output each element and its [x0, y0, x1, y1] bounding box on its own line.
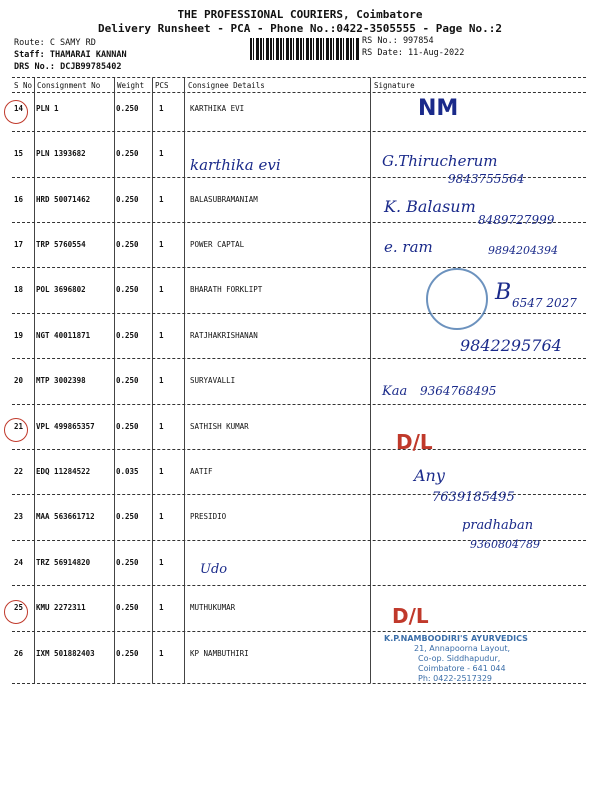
col-header-signature: Signature	[374, 81, 415, 90]
row-sno: 24	[14, 558, 24, 567]
row-pcs: 1	[159, 376, 164, 385]
row-sno: 20	[14, 376, 24, 385]
signature: Any	[414, 466, 445, 485]
row-pcs: 1	[159, 240, 164, 249]
signature-phone: 9843755564	[448, 172, 525, 186]
col-header-consignment: Consignment No	[37, 81, 101, 90]
row-pcs: 1	[159, 558, 164, 567]
row-weight: 0.250	[116, 376, 139, 385]
staff-line	[14, 50, 127, 60]
stamp-line: K.P.NAMBOODIRI'S AYURVEDICS	[384, 634, 528, 643]
signature: B	[495, 280, 512, 305]
table-row	[12, 127, 586, 172]
page-subtitle: Delivery Runsheet - PCA - Phone No.:0422-3505555 - Page No.:2	[98, 22, 502, 35]
row-weight: 0.250	[116, 240, 139, 249]
row-weight: 0.250	[116, 195, 139, 204]
drs-value: DCJB99785402	[60, 62, 122, 72]
row-circle-mark	[4, 600, 28, 624]
signature-phone: 9364768495	[420, 384, 497, 398]
drs-line	[14, 62, 122, 72]
drs-label: DRS No.:	[14, 62, 55, 72]
stamp-line: Coimbatore - 641 044	[418, 664, 506, 673]
table-row	[12, 400, 586, 445]
table-row	[12, 445, 586, 490]
signature-phone: 9842295764	[460, 336, 562, 355]
row-pcs: 1	[159, 195, 164, 204]
row-weight: 0.250	[116, 331, 139, 340]
signature: pradhaban	[462, 518, 534, 533]
row-consignment: IXM 501882403	[36, 649, 95, 658]
row-weight: 0.035	[116, 467, 139, 476]
row-consignee: BALASUBRAMANIAM	[190, 195, 258, 204]
signature: K. Balasum	[384, 197, 476, 216]
delivered-mark: D/L	[392, 604, 429, 628]
row-consignment: NGT 40011871	[36, 331, 91, 340]
table-row	[12, 82, 586, 127]
page-title: THE PROFESSIONAL COURIERS, Coimbatore	[177, 8, 423, 21]
signature: Kaa	[382, 384, 408, 399]
row-pcs: 1	[159, 467, 164, 476]
row-consignee: SURYAVALLI	[190, 376, 236, 385]
row-consignment: POL 3696802	[36, 285, 86, 294]
company-seal	[426, 268, 488, 330]
row-pcs: 1	[159, 285, 164, 294]
row-pcs: 1	[159, 422, 164, 431]
row-pcs: 1	[159, 149, 164, 158]
signature-phone: 9360804789	[470, 538, 540, 551]
staff-label: Staff:	[14, 50, 45, 60]
row-weight: 0.250	[116, 149, 139, 158]
row-pcs: 1	[159, 512, 164, 521]
row-consignee: SATHISH KUMAR	[190, 422, 249, 431]
rs-number: RS No.: 997854	[362, 36, 434, 46]
company-stamp	[384, 634, 528, 684]
row-weight: 0.250	[116, 285, 139, 294]
row-weight: 0.250	[116, 104, 139, 113]
row-consignment: EDQ 11284522	[36, 467, 91, 476]
row-consignment: KMU 2272311	[36, 603, 86, 612]
row-sno: 17	[14, 240, 24, 249]
row-consignment: TRP 5760554	[36, 240, 86, 249]
col-header-consignee: Consignee Details	[188, 81, 265, 90]
row-weight: 0.250	[116, 603, 139, 612]
handwritten-consignee-note: karthika evi	[190, 156, 281, 174]
row-consignment: MAA 563661712	[36, 512, 95, 521]
row-sno: 25	[14, 603, 24, 612]
row-consignee: KP NAMBUTHIRI	[190, 649, 249, 658]
row-consignment: PLN 1	[36, 104, 59, 113]
row-sno: 19	[14, 331, 24, 340]
barcode	[250, 38, 360, 60]
row-sno: 16	[14, 195, 24, 204]
row-sno: 18	[14, 285, 24, 294]
col-header-weight: Weight	[117, 81, 145, 90]
row-pcs: 1	[159, 331, 164, 340]
stamp-line: Ph: 0422-2517329	[418, 674, 493, 683]
staff-value: THAMARAI KANNAN	[49, 50, 127, 60]
row-sno: 22	[14, 467, 24, 476]
row-consignment: VPL 499865357	[36, 422, 95, 431]
row-pcs: 1	[159, 649, 164, 658]
signature: e. ram	[384, 238, 433, 256]
row-circle-mark	[4, 100, 28, 124]
row-consignee: PRESIDIO	[190, 512, 227, 521]
row-consignee: MUTHUKUMAR	[190, 603, 236, 612]
row-sno: 21	[14, 422, 24, 431]
row-consignee: BHARATH FORKLIPT	[190, 285, 263, 294]
table-row	[12, 581, 586, 626]
col-header-pcs: PCS	[155, 81, 169, 90]
row-weight: 0.250	[116, 422, 139, 431]
row-consignee: POWER CAPTAL	[190, 240, 245, 249]
signature-phone: 7639185495	[432, 490, 515, 505]
row-sno: 26	[14, 649, 24, 658]
row-pcs: 1	[159, 603, 164, 612]
header-rule-top	[12, 77, 586, 78]
row-circle-mark	[4, 418, 28, 442]
row-consignment: MTP 3002398	[36, 376, 86, 385]
stamp-line: Co-op. Siddhapudur,	[418, 654, 501, 663]
signature-mark: NM	[418, 96, 459, 121]
row-consignment: PLN 1393682	[36, 149, 86, 158]
row-consignment: TRZ 56914820	[36, 558, 91, 567]
col-header-sno: S No	[14, 81, 33, 90]
rs-date: RS Date: 11-Aug-2022	[362, 48, 465, 58]
signature-phone: 8489727999	[478, 213, 555, 227]
row-consignee: RATJHAKRISHANAN	[190, 331, 258, 340]
delivered-mark: D/L	[396, 430, 433, 454]
row-consignment: HRD 50071462	[36, 195, 91, 204]
handwritten-consignee-note: Udo	[200, 562, 228, 577]
row-consignee: AATIF	[190, 467, 213, 476]
row-sno: 15	[14, 149, 24, 158]
signature-phone: 6547 2027	[512, 296, 577, 310]
stamp-line: 21, Annapoorna Layout,	[414, 644, 511, 653]
row-weight: 0.250	[116, 649, 139, 658]
signature: G.Thirucherum	[382, 152, 498, 170]
row-sno: 23	[14, 512, 24, 521]
row-weight: 0.250	[116, 558, 139, 567]
row-weight: 0.250	[116, 512, 139, 521]
route-label: Route: C SAMY RD	[14, 38, 96, 48]
signature-phone: 9894204394	[488, 244, 558, 257]
table-row	[12, 354, 586, 399]
row-sno: 14	[14, 104, 24, 113]
row-consignee: KARTHIKA EVI	[190, 104, 245, 113]
row-pcs: 1	[159, 104, 164, 113]
